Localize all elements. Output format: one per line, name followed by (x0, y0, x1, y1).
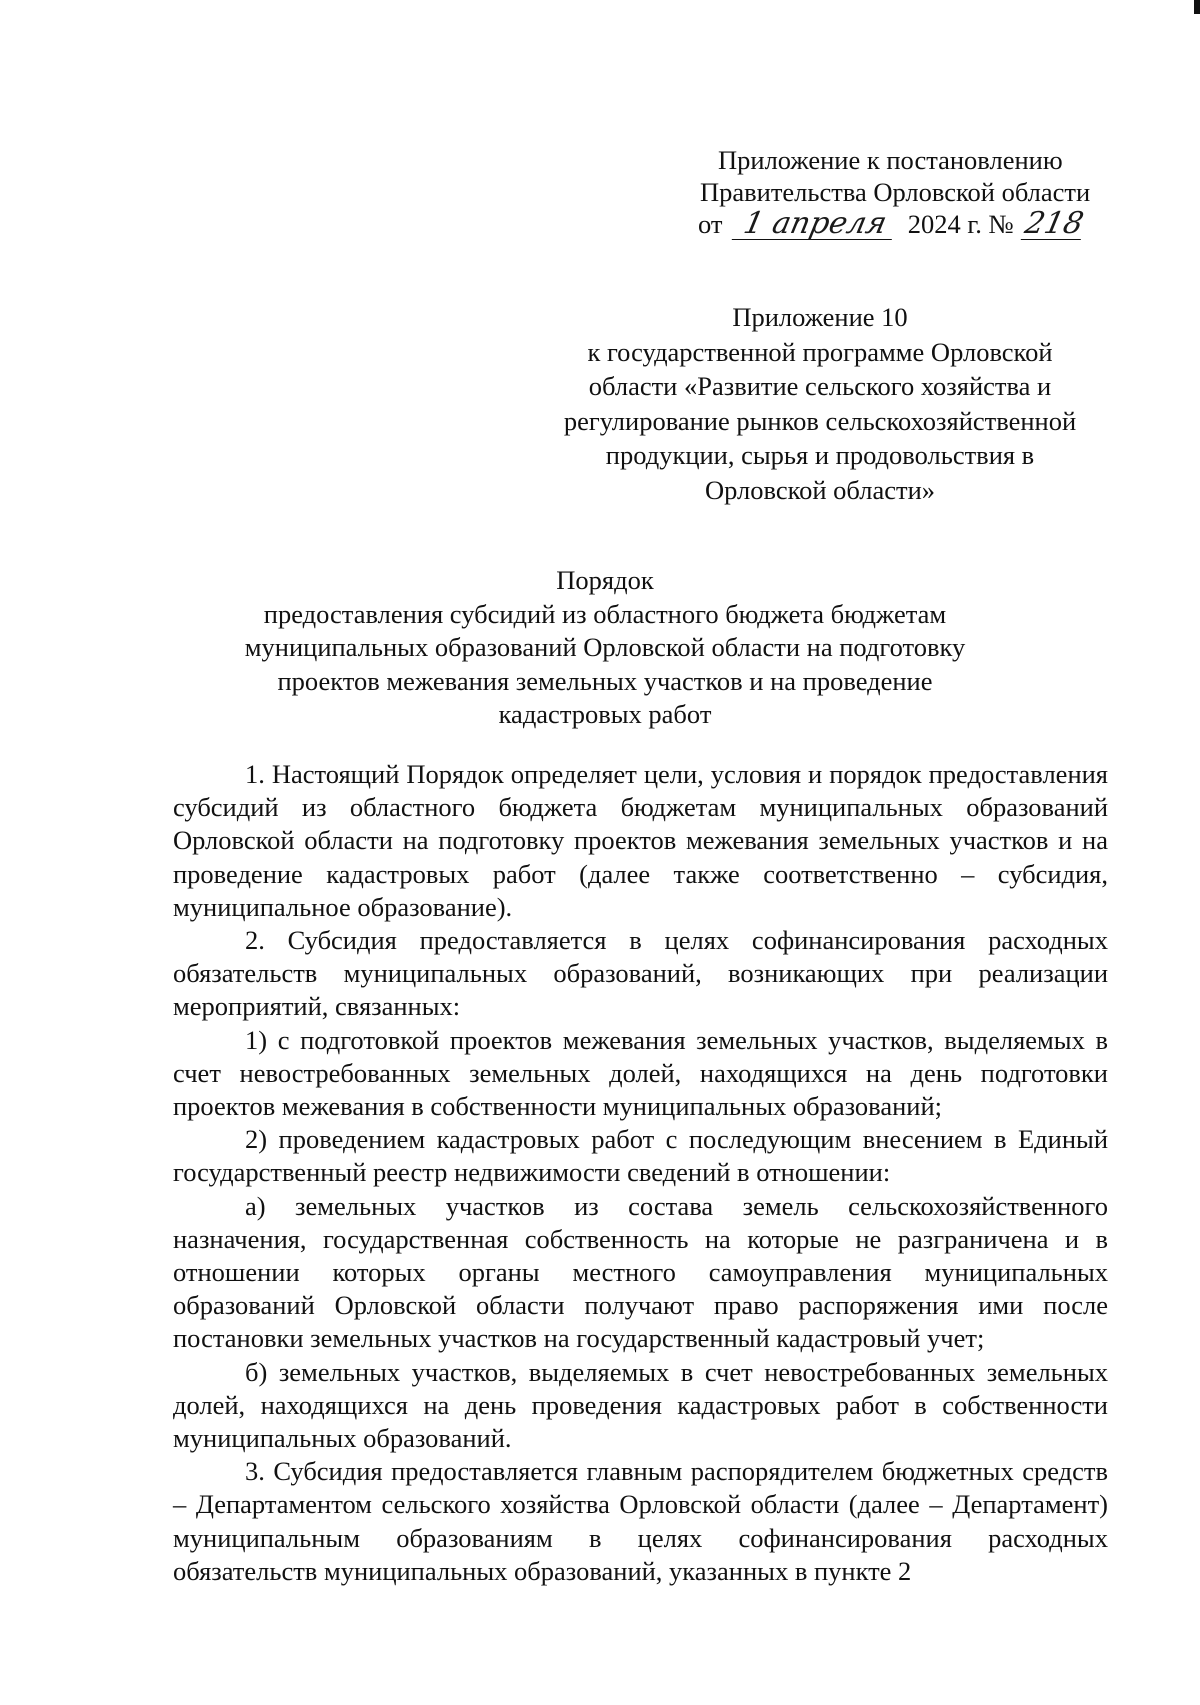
paragraph-2-item-2a: а) земельных участков из состава земель сельскохозяйственного назначения, государственная собственность на которые не разграничена и в отношении которых органы местного самоуправления муниципальных образований Орловской области получают право распоряжения ими после постановки земельных участков на государственный кадастровый учет; (173, 1190, 1108, 1354)
handwritten-number: 218 (1022, 206, 1087, 241)
appendix-line: к государственной программе Орловской (587, 336, 1053, 367)
title-line: предоставления субсидий из областного бюджета бюджетам (263, 598, 947, 629)
paragraph-3: 3. Субсидия предоставляется главным распорядителем бюджетных средств – Департаментом сельского хозяйства Орловской области (далее – Департамент) муниципальным образованиям в целях софинансирования расходных обязательств муниципальных образований, указанных в пункте 2 (173, 1456, 1108, 1586)
title-line: муниципальных образований Орловской области на подготовку (244, 632, 966, 662)
scan-corner-mark (1194, 0, 1200, 14)
appendix-line: Орловской области» (704, 474, 936, 505)
appendix-line: области «Развитие сельского хозяйства и (588, 371, 1052, 401)
title-line: проектов межевания земельных участков и на проведение (277, 665, 933, 696)
appendix-block (520, 300, 1120, 507)
appendix-line: Приложение 10 (732, 302, 908, 332)
header-line-2: Правительства Орловской области (700, 177, 1091, 207)
paragraph-2-item-2: 2) проведением кадастровых работ с последующим внесением в Единый государственный реестр недвижимости сведений в отношении: (173, 1124, 1108, 1188)
paragraph-1: 1. Настоящий Порядок определяет цели, условия и порядок предоставления субсидий из областного бюджета бюджетам муниципальных образований Орловской области на подготовку проектов межевания земельных участков и на проведение кадастровых работ (далее также соответственно – субсидия, муниципальное образование). (173, 759, 1108, 922)
document-body (173, 758, 1108, 1588)
header-line-1: Приложение к постановлению (718, 145, 1063, 175)
title-line: кадастровых работ (498, 699, 712, 729)
resolution-header (660, 144, 1110, 240)
title-line: Порядок (556, 565, 654, 595)
date-prefix: от (698, 209, 723, 239)
appendix-line: продукции, сырья и продовольствия в (605, 440, 1035, 470)
appendix-line: регулирование рынков сельскохозяйственной (563, 405, 1077, 436)
paragraph-2-item-1: 1) с подготовкой проектов межевания земельных участков, выделяемых в счет невостребованных земельных долей, находящихся на день подготовки проектов межевания в собственности муниципальных образований; (173, 1024, 1108, 1122)
year-text: 2024 г. № (907, 209, 1014, 239)
paragraph-2-item-2b: б) земельных участков, выделяемых в счет невостребованных земельных долей, находящихся на день проведения кадастровых работ в собственности муниципальных образований. (173, 1356, 1108, 1454)
header-date-line (698, 208, 1110, 240)
document-title (170, 564, 1040, 732)
paragraph-2: 2. Субсидия предоставляется в целях софинансирования расходных обязательств муниципальных образований, возникающих при реализации мероприятий, связанных: (173, 925, 1108, 1022)
handwritten-date: 1 апреля (732, 209, 899, 240)
